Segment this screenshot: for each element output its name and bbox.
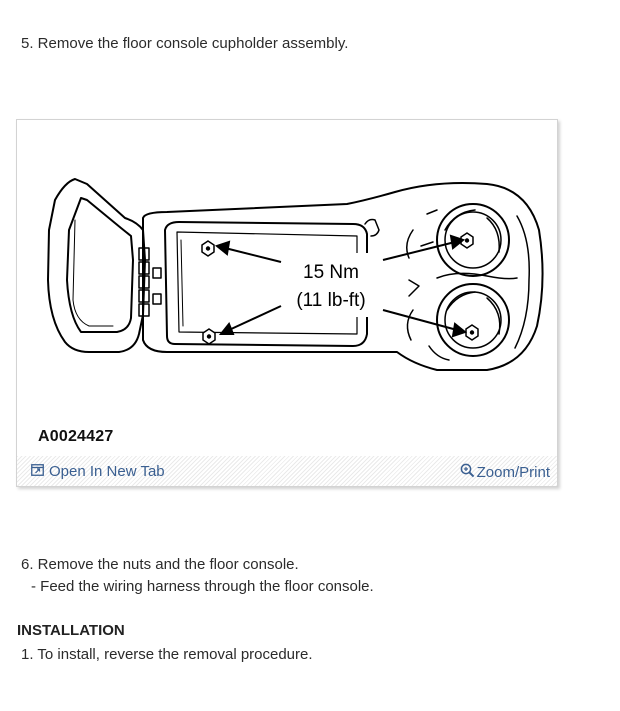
console-diagram bbox=[17, 120, 557, 456]
installation-heading: INSTALLATION bbox=[17, 622, 125, 639]
torque-nm-label: 15 Nm bbox=[303, 262, 359, 283]
step-5-text: 5. Remove the floor console cupholder assembly. bbox=[21, 35, 349, 52]
torque-lbft-label: (11 lb-ft) bbox=[296, 290, 366, 311]
figure-toolbar bbox=[17, 456, 557, 486]
installation-step-1: 1. To install, reverse the removal procedure. bbox=[21, 646, 313, 663]
step-6-text: 6. Remove the nuts and the floor console. bbox=[21, 556, 299, 573]
open-in-new-tab-icon bbox=[31, 463, 44, 480]
zoom-print-label: Zoom/Print bbox=[476, 464, 550, 481]
zoom-print-link[interactable] bbox=[460, 463, 550, 482]
open-in-new-tab-label: Open In New Tab bbox=[49, 463, 165, 480]
figure-panel bbox=[16, 119, 558, 487]
magnifier-icon bbox=[460, 463, 475, 482]
open-in-new-tab-link[interactable] bbox=[31, 463, 165, 480]
cupholder-lower bbox=[437, 284, 509, 356]
figure-id-label: A0024427 bbox=[38, 428, 114, 445]
step-6-substep: - Feed the wiring harness through the floor console. bbox=[31, 578, 374, 595]
